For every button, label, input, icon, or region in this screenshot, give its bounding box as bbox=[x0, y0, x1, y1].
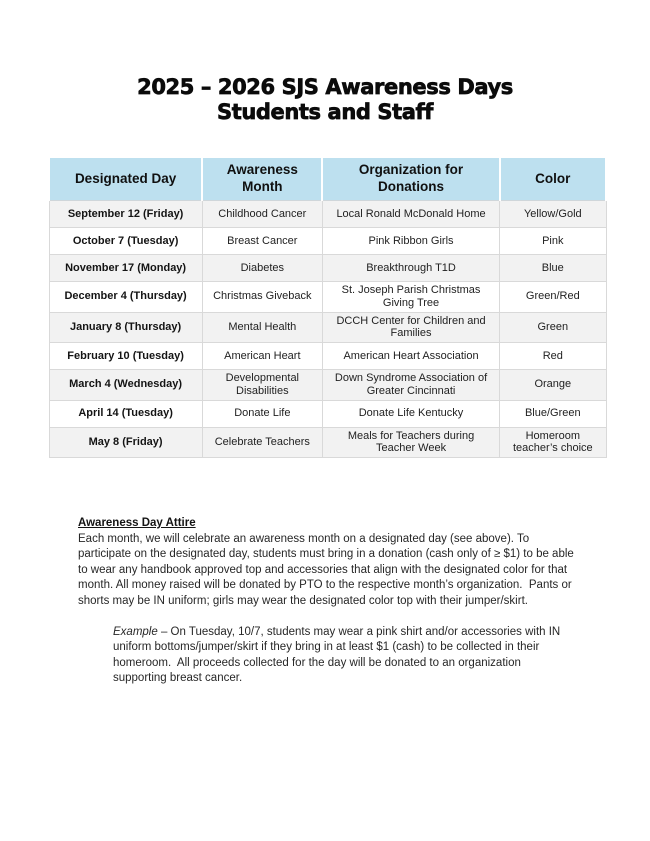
table-row bbox=[49, 343, 606, 370]
example-paragraph bbox=[113, 625, 577, 687]
cell-designated-day: January 8 (Thursday) bbox=[49, 312, 202, 343]
cell-organization: St. Joseph Parish Christmas Giving Tree bbox=[322, 282, 499, 313]
cell-designated-day: November 17 (Monday) bbox=[49, 255, 202, 282]
page-title bbox=[0, 75, 650, 125]
table-row bbox=[49, 427, 606, 458]
cell-color: Green bbox=[500, 312, 606, 343]
attire-paragraph: Each month, we will celebrate an awareness month on a designated day (see above). To participate on the designated day, students must bring in a donation (cash only of ≥ $1) to be able to wear any handbook approved top and accessories that align with the designated color for that month. All money raised will be donated by PTO to the respective month’s organization. Pants or shorts may be IN uniform; girls may wear the designated color top with their jumper/skirt. bbox=[78, 532, 578, 607]
table-row bbox=[49, 201, 606, 228]
example-label: Example bbox=[113, 625, 158, 638]
cell-color: Pink bbox=[500, 228, 606, 255]
column-header-awareness-month: Awareness Month bbox=[202, 157, 322, 201]
attire-section bbox=[78, 516, 581, 687]
cell-designated-day: October 7 (Tuesday) bbox=[49, 228, 202, 255]
cell-color: Yellow/Gold bbox=[500, 201, 606, 228]
cell-awareness-month: Celebrate Teachers bbox=[202, 427, 322, 458]
cell-organization: DCCH Center for Children and Families bbox=[322, 312, 499, 343]
cell-color: Red bbox=[500, 343, 606, 370]
awareness-days-table bbox=[48, 156, 607, 458]
table-row bbox=[49, 400, 606, 427]
page-title-line1: 2025 – 2026 SJS Awareness Days bbox=[137, 75, 513, 99]
cell-awareness-month: Diabetes bbox=[202, 255, 322, 282]
cell-awareness-month: Mental Health bbox=[202, 312, 322, 343]
example-text: – On Tuesday, 10/7, students may wear a pink shirt and/or accessories with IN uniform bottoms/jumper/skirt if they bring in at least $1 (cash) to be collected in their homeroom. All proceeds collected for the day will be donated to an organization supporting breast cancer. bbox=[113, 625, 564, 685]
cell-awareness-month: Donate Life bbox=[202, 400, 322, 427]
cell-organization: American Heart Association bbox=[322, 343, 499, 370]
cell-awareness-month: Childhood Cancer bbox=[202, 201, 322, 228]
cell-designated-day: February 10 (Tuesday) bbox=[49, 343, 202, 370]
column-header-color: Color bbox=[500, 157, 606, 201]
table-row bbox=[49, 228, 606, 255]
table-row bbox=[49, 370, 606, 401]
cell-designated-day: April 14 (Tuesday) bbox=[49, 400, 202, 427]
cell-color: Blue bbox=[500, 255, 606, 282]
cell-designated-day: December 4 (Thursday) bbox=[49, 282, 202, 313]
cell-organization: Meals for Teachers during Teacher Week bbox=[322, 427, 499, 458]
cell-organization: Breakthrough T1D bbox=[322, 255, 499, 282]
table-row bbox=[49, 282, 606, 313]
cell-awareness-month: Christmas Giveback bbox=[202, 282, 322, 313]
cell-color: Orange bbox=[500, 370, 606, 401]
page-title-line2: Students and Staff bbox=[216, 100, 434, 124]
cell-color: Green/Red bbox=[500, 282, 606, 313]
cell-organization: Pink Ribbon Girls bbox=[322, 228, 499, 255]
cell-awareness-month: Developmental Disabilities bbox=[202, 370, 322, 401]
column-header-designated-day: Designated Day bbox=[49, 157, 202, 201]
cell-organization: Down Syndrome Association of Greater Cincinnati bbox=[322, 370, 499, 401]
cell-awareness-month: Breast Cancer bbox=[202, 228, 322, 255]
cell-awareness-month: American Heart bbox=[202, 343, 322, 370]
table-header-row bbox=[49, 157, 606, 201]
table-row bbox=[49, 312, 606, 343]
cell-designated-day: March 4 (Wednesday) bbox=[49, 370, 202, 401]
table-row bbox=[49, 255, 606, 282]
cell-color: Homeroom teacher’s choice bbox=[500, 427, 606, 458]
column-header-organization: Organization for Donations bbox=[322, 157, 499, 201]
cell-designated-day: September 12 (Friday) bbox=[49, 201, 202, 228]
cell-color: Blue/Green bbox=[500, 400, 606, 427]
cell-designated-day: May 8 (Friday) bbox=[49, 427, 202, 458]
cell-organization: Local Ronald McDonald Home bbox=[322, 201, 499, 228]
attire-heading: Awareness Day Attire bbox=[78, 517, 196, 529]
cell-organization: Donate Life Kentucky bbox=[322, 400, 499, 427]
